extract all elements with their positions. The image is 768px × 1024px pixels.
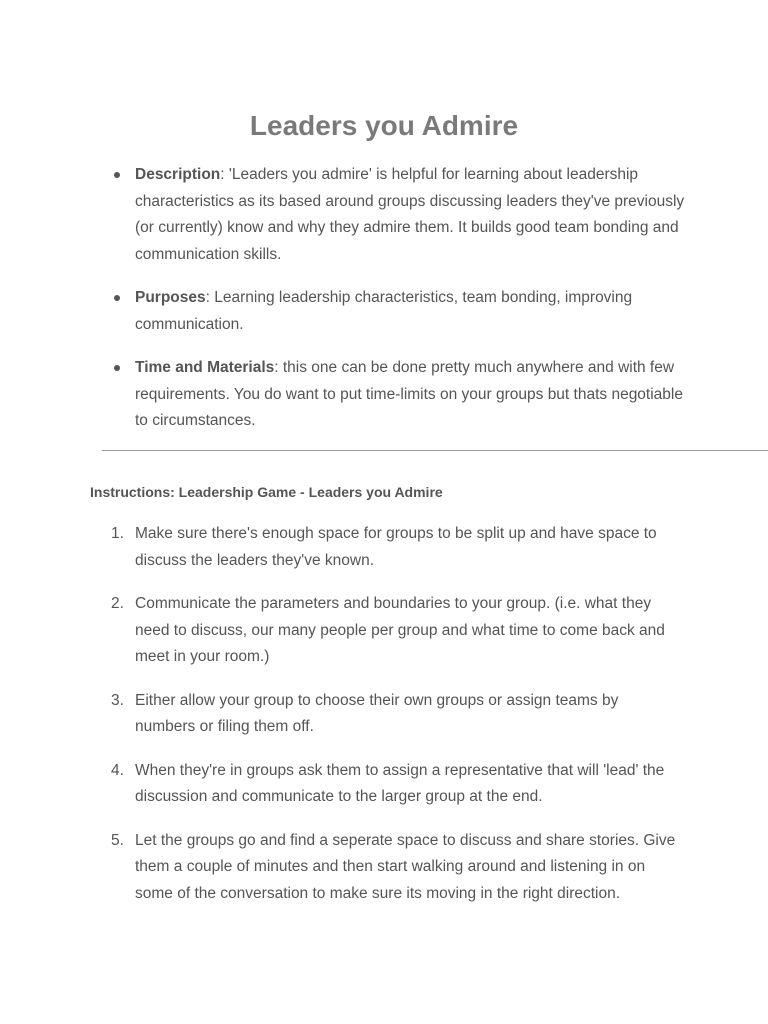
- instructions-heading: Instructions: Leadership Game - Leaders you Admire: [90, 484, 443, 500]
- step-number: 1.: [111, 525, 124, 542]
- step-text: Let the groups go and find a seperate space to discuss and share stories. Give them a couple of minutes and then start walking around and listening in on some of the conversation to make sure its moving in the right direction.: [135, 831, 676, 902]
- step-text: When they're in groups ask them to assign a representative that will 'lead' the discussion and communicate to the larger group at the end.: [135, 761, 665, 805]
- step-number: 2.: [111, 595, 124, 612]
- bullet-text: : 'Leaders you admire' is helpful for learning about leadership characteristics as its based around groups discussing leaders they've previously (or currently) know and why they admire them. It builds good team bonding and communication skills.: [135, 166, 685, 263]
- step-text: Make sure there's enough space for groups to be split up and have space to discuss the leaders they've known.: [135, 525, 657, 569]
- step-item: [111, 591, 680, 671]
- step-item: [111, 688, 680, 741]
- page-title: Leaders you Admire: [249, 110, 519, 141]
- step-number: 3.: [111, 691, 124, 709]
- step-text: Either allow your group to choose their own groups or assign teams by numbers or filing them off.: [135, 691, 619, 735]
- step-number: 4.: [111, 761, 124, 779]
- bullet-time-and-materials: [135, 355, 687, 435]
- overview-list: [0, 162, 687, 452]
- step-number: 5.: [111, 831, 124, 849]
- bullet-term: Time and Materials: [135, 359, 275, 376]
- bullet-text: : Learning leadership characteristics, team bonding, improving communication.: [135, 289, 633, 333]
- instructions-list: [0, 521, 680, 924]
- bullet-description: [135, 162, 687, 268]
- bullet-term: Purposes: [135, 289, 206, 306]
- bullet-purposes: [135, 285, 687, 338]
- step-item: [111, 521, 680, 574]
- step-item: [111, 758, 680, 811]
- step-text: Communicate the parameters and boundaries to your group. (i.e. what they need to discuss, our many people per group and what time to come back and meet in your room.): [135, 595, 665, 665]
- step-item: [111, 828, 680, 908]
- section-divider: [102, 450, 768, 451]
- bullet-term: Description: [135, 166, 221, 183]
- bullet-text: : this one can be done pretty much anywhere and with few requirements. You do want to put time-limits on your groups but thats negotiable to circumstances.: [135, 359, 683, 429]
